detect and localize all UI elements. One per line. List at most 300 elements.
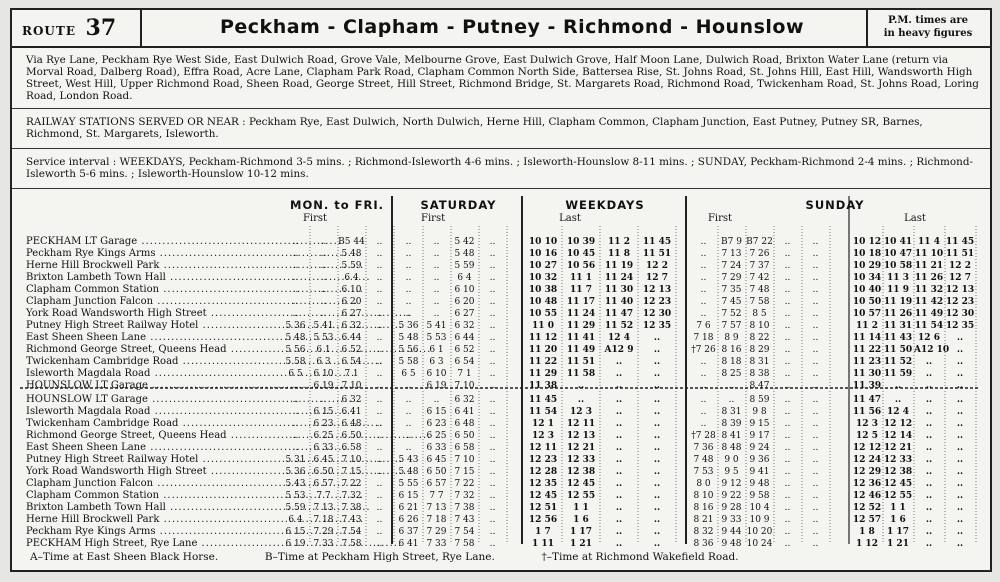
time-cell-inbound: 6 48	[454, 419, 475, 429]
time-cell-inbound: 11 45	[528, 395, 558, 405]
time-cell-inbound: 8 59	[749, 395, 770, 405]
time-cell-inbound: 6 23	[313, 419, 334, 429]
time-cell-inbound: 12 55	[566, 491, 596, 501]
time-cell-inbound: ..	[653, 395, 661, 405]
service-interval: Service interval : WEEKDAYS, Peckham-Richmond 3-5 mins. ; Richmond-Isleworth 4-6 mins. ; Isleworth-Hounslow 8-11 mins. ; SUNDAY, Peckham-Richmond 2-4 mins. ; Richmond-Isleworth 5-6 mins. ; Isleworth-Hounslow 10-12 mins.	[26, 156, 973, 180]
time-cell-inbound: 6 25	[313, 431, 334, 441]
time-cell-outbound: ..	[433, 309, 440, 319]
time-cell-outbound: 7 1	[344, 369, 359, 379]
time-cell-inbound: 9 28	[721, 503, 742, 513]
time-cell-outbound: 11 10	[914, 249, 944, 259]
time-cell-inbound: ..	[925, 455, 933, 465]
time-cell-inbound: 8 39	[721, 419, 742, 429]
time-cell-inbound: ..	[956, 515, 964, 525]
time-cell-inbound: 7 29	[313, 527, 334, 537]
time-cell-inbound: 12 5	[856, 431, 878, 441]
time-cell-outbound: 10 39	[566, 237, 596, 247]
route-value: 37	[85, 15, 117, 41]
time-cell-outbound: 12 23	[945, 297, 975, 307]
time-cell-inbound: ..	[292, 419, 299, 429]
time-cell-outbound: 11 22	[852, 345, 882, 355]
time-cell-inbound: ..	[784, 419, 791, 429]
time-cell-inbound: 6 41	[398, 539, 419, 549]
time-cell-outbound: ..	[700, 297, 707, 307]
time-cell-inbound: ..	[615, 527, 623, 537]
time-cell-outbound: ..	[784, 357, 791, 367]
time-cell-outbound: 11 29	[566, 321, 596, 331]
time-cell-inbound: 6 45	[313, 455, 334, 465]
time-cell-outbound: ..	[489, 345, 496, 355]
stop-name-outbound: Peckham Rye Kings Arms .....	[26, 248, 281, 260]
time-cell-inbound: 6 15	[285, 527, 306, 537]
time-cell-inbound: 6 50	[426, 467, 447, 477]
time-cell-inbound: 12 14	[883, 431, 913, 441]
time-cell-inbound: ..	[376, 395, 383, 405]
time-cell-outbound: 6 20	[341, 297, 362, 307]
time-cell-outbound: ..	[320, 237, 327, 247]
time-cell-outbound: 11 26	[883, 309, 913, 319]
time-cell-outbound: ..	[700, 309, 707, 319]
time-cell-inbound: ..	[376, 539, 383, 549]
stop-name-inbound: Isleworth Magdala Road .....	[26, 406, 281, 418]
time-cell-inbound: ..	[784, 539, 791, 549]
time-cell-outbound: 11 21	[914, 261, 944, 271]
header-bar	[12, 10, 990, 48]
stop-name-inbound: Clapham Junction Falcon .....	[26, 478, 281, 490]
time-cell-outbound: 11 42	[914, 297, 944, 307]
column-heading-sunday: SUNDAY	[805, 198, 865, 212]
time-cell-outbound: ..	[894, 381, 902, 391]
time-cell-inbound: ..	[320, 395, 327, 405]
time-cell-outbound: ..	[812, 261, 819, 271]
time-cell-inbound: ..	[812, 419, 819, 429]
time-cell-inbound: 7 38	[454, 503, 475, 513]
time-cell-outbound: 11 9	[887, 285, 909, 295]
time-cell-inbound: ..	[405, 407, 412, 417]
time-cell-inbound: 10 9	[749, 515, 770, 525]
time-cell-outbound: 10 56	[566, 261, 596, 271]
time-cell-outbound: ..	[700, 357, 707, 367]
time-cell-inbound: 12 45	[883, 479, 913, 489]
time-cell-outbound: ..	[405, 237, 412, 247]
time-cell-outbound: 7 26	[749, 249, 770, 259]
time-cell-outbound: 11 51	[945, 249, 975, 259]
time-cell-inbound: 9 41	[749, 467, 770, 477]
time-cell-outbound: 12 30	[642, 309, 672, 319]
time-cell-outbound: 7 1	[457, 369, 472, 379]
time-cell-inbound: 9 33	[721, 515, 742, 525]
time-cell-outbound: 11 52	[883, 357, 913, 367]
stop-name-outbound: Isleworth Magdala Road .....	[26, 368, 281, 380]
time-cell-inbound: 6 15	[313, 407, 334, 417]
time-cell-outbound: ..	[784, 273, 791, 283]
time-cell-outbound: 6 20	[454, 297, 475, 307]
time-cell-outbound: 7 58	[749, 297, 770, 307]
time-cell-outbound: ..	[405, 309, 412, 319]
time-cell-inbound: ..	[292, 443, 299, 453]
time-cell-inbound: 8 36	[693, 539, 714, 549]
time-cell-inbound: 8 31	[721, 407, 742, 417]
time-cell-inbound: ..	[925, 479, 933, 489]
time-cell-outbound: ..	[489, 369, 496, 379]
time-cell-inbound: ..	[376, 419, 383, 429]
time-cell-inbound: ..	[784, 443, 791, 453]
time-cell-inbound: ..	[784, 491, 791, 501]
time-cell-inbound: ..	[615, 443, 623, 453]
column-subheading-weekdays: Last	[559, 213, 581, 224]
time-cell-inbound: 8 0	[696, 479, 711, 489]
route-title: Peckham - Clapham - Putney - Richmond - Hounslow	[219, 16, 805, 38]
time-cell-inbound: ..	[489, 539, 496, 549]
time-cell-inbound: 7 36	[693, 443, 714, 453]
time-cell-inbound: 12 55	[883, 491, 913, 501]
time-cell-inbound: ..	[784, 455, 791, 465]
time-cell-inbound: ..	[956, 395, 964, 405]
column-heading-weekdays: WEEKDAYS	[565, 198, 645, 212]
time-cell-inbound: ..	[812, 407, 819, 417]
time-cell-outbound: 11 50	[883, 345, 913, 355]
column-subheading-sunday-last: Last	[904, 213, 926, 224]
time-cell-inbound: ..	[489, 431, 496, 441]
time-cell-inbound: 1 8	[859, 527, 875, 537]
time-cell-outbound: ..	[433, 297, 440, 307]
time-cell-inbound: ..	[489, 443, 496, 453]
time-cell-outbound: 11 2	[608, 237, 630, 247]
time-cell-outbound: ..	[376, 345, 383, 355]
time-cell-outbound: 11 45	[642, 237, 672, 247]
time-cell-inbound: ..	[577, 395, 585, 405]
time-cell-inbound: ..	[784, 527, 791, 537]
time-cell-outbound: ..	[489, 333, 496, 343]
time-cell-inbound: 6 58	[454, 443, 475, 453]
time-cell-inbound: 12 45	[566, 479, 596, 489]
time-cell-inbound: ..	[925, 491, 933, 501]
header-divider	[866, 10, 868, 46]
time-cell-inbound: 6 50	[454, 431, 475, 441]
time-cell-inbound: 1 7	[535, 527, 551, 537]
time-cell-inbound: ..	[489, 479, 496, 489]
time-cell-outbound: 8 9	[724, 333, 739, 343]
time-cell-inbound: 7 38	[341, 503, 362, 513]
time-cell-inbound: 12 13	[566, 431, 596, 441]
time-cell-inbound: 7 10	[454, 455, 475, 465]
time-cell-inbound: 9 58	[749, 491, 770, 501]
time-cell-outbound: ..	[405, 273, 412, 283]
time-cell-outbound: ..	[812, 237, 819, 247]
time-cell-inbound: ..	[956, 527, 964, 537]
time-cell-inbound: ..	[292, 395, 299, 405]
time-cell-inbound: ..	[653, 527, 661, 537]
time-cell-inbound: 5 43	[285, 479, 306, 489]
time-cell-outbound: ..	[653, 369, 661, 379]
time-cell-outbound: ..	[405, 261, 412, 271]
time-cell-inbound: 6 33	[313, 443, 334, 453]
time-cell-inbound: 12 3	[532, 431, 554, 441]
time-cell-outbound: ..	[489, 249, 496, 259]
time-cell-outbound: 11 20	[528, 345, 558, 355]
time-cell-inbound: 12 12	[883, 419, 913, 429]
time-cell-outbound: ..	[812, 357, 819, 367]
time-cell-outbound: ..	[433, 261, 440, 271]
time-cell-inbound: ..	[292, 407, 299, 417]
time-cell-outbound: 8 16	[721, 345, 742, 355]
time-cell-inbound: ..	[653, 515, 661, 525]
time-cell-outbound: ..	[376, 333, 383, 343]
time-cell-outbound: ..	[812, 333, 819, 343]
time-cell-inbound: 12 33	[566, 455, 596, 465]
time-cell-inbound: ..	[956, 407, 964, 417]
time-cell-inbound: ..	[812, 503, 819, 513]
time-cell-inbound: ..	[956, 443, 964, 453]
stop-name-outbound: Twickenham Cambridge Road .....	[26, 356, 281, 368]
time-cell-inbound: 12 52	[852, 503, 882, 513]
time-cell-inbound: 6 57	[426, 479, 447, 489]
time-cell-inbound: ..	[956, 503, 964, 513]
time-cell-outbound: 11 49	[914, 309, 944, 319]
time-cell-outbound: 6 1	[429, 345, 444, 355]
time-cell-inbound: 11 54	[528, 407, 558, 417]
footnote-b: B–Time at Peckham High Street, Rye Lane.	[264, 551, 495, 563]
time-cell-outbound: 10 34	[852, 273, 882, 283]
time-cell-outbound: 7 52	[721, 309, 742, 319]
time-cell-outbound: 8 31	[749, 357, 770, 367]
time-cell-outbound: 7 10	[454, 381, 475, 391]
time-cell-inbound: 10 4	[749, 503, 770, 513]
time-cell-inbound: 6 32	[341, 395, 362, 405]
time-cell-inbound: ..	[376, 527, 383, 537]
time-cell-outbound: B7 9	[721, 237, 742, 247]
time-cell-outbound: ..	[653, 333, 661, 343]
time-cell-outbound: 7 24	[721, 261, 742, 271]
time-cell-inbound: 7 18	[313, 515, 334, 525]
time-cell-outbound: 11 24	[566, 309, 596, 319]
time-cell-outbound: ..	[784, 381, 791, 391]
time-cell-outbound: ..	[956, 369, 964, 379]
time-cell-outbound: 11 51	[642, 249, 672, 259]
time-cell-inbound: 1 21	[570, 539, 592, 549]
time-cell-inbound: 12 56	[528, 515, 558, 525]
time-cell-inbound: 6 33	[426, 443, 447, 453]
time-cell-outbound: 12 35	[642, 321, 672, 331]
stop-name-outbound: Putney High Street Railway Hotel .....	[26, 320, 281, 332]
time-cell-inbound: ..	[376, 503, 383, 513]
time-cell-outbound: 10 10	[528, 237, 558, 247]
time-cell-outbound: ..	[489, 285, 496, 295]
time-cell-inbound: ..	[489, 515, 496, 525]
time-cell-outbound: 5 59	[454, 261, 475, 271]
time-cell-outbound: 6 4	[457, 273, 472, 283]
time-cell-inbound: 5 55	[398, 479, 419, 489]
time-cell-inbound: 11 47	[852, 395, 882, 405]
time-cell-inbound: ..	[812, 467, 819, 477]
stop-name-outbound: Clapham Common Station .....	[26, 284, 281, 296]
time-cell-inbound: 6 37	[398, 527, 419, 537]
time-cell-outbound: 10 38	[528, 285, 558, 295]
time-cell-inbound: ..	[489, 491, 496, 501]
time-cell-inbound: ..	[376, 407, 383, 417]
time-cell-inbound: 9 8	[752, 407, 767, 417]
railway-stations: RAILWAY STATIONS SERVED OR NEAR : Peckham Rye, East Dulwich, North Dulwich, Herne Hill, Clapham Common, Clapham Junction, East Putney, Putney SR, Barnes, Richmond, St. Margarets, Isleworth.	[26, 116, 923, 140]
time-cell-inbound: ..	[925, 467, 933, 477]
time-cell-outbound: ..	[292, 237, 299, 247]
time-cell-outbound: 11 32	[914, 285, 944, 295]
time-cell-inbound: ..	[405, 431, 412, 441]
time-cell-inbound: ..	[376, 479, 383, 489]
time-cell-inbound: ..	[489, 455, 496, 465]
time-cell-inbound: ..	[925, 443, 933, 453]
time-cell-outbound: 5 36	[285, 321, 306, 331]
time-cell-inbound: 7 29	[426, 527, 447, 537]
time-cell-inbound: ..	[784, 479, 791, 489]
time-cell-outbound: ..	[812, 321, 819, 331]
time-cell-outbound: ..	[376, 285, 383, 295]
stop-name-outbound: East Sheen Sheen Lane .....	[26, 332, 281, 344]
time-cell-inbound: 9 12	[721, 479, 742, 489]
time-cell-inbound: ..	[615, 539, 623, 549]
time-cell-inbound: 12 38	[883, 467, 913, 477]
column-heading-mon-fri: MON. to FRI.	[290, 198, 384, 212]
time-cell-inbound: ..	[925, 431, 933, 441]
time-cell-inbound: ..	[489, 503, 496, 513]
time-cell-outbound: 12 23	[642, 297, 672, 307]
time-cell-inbound: 6 50	[341, 431, 362, 441]
time-cell-outbound: 11 24	[604, 273, 634, 283]
time-cell-outbound: 10 50	[852, 297, 882, 307]
time-cell-outbound: 5 58	[285, 357, 306, 367]
time-cell-inbound: ..	[376, 467, 383, 477]
time-cell-outbound: 11 12	[528, 333, 558, 343]
time-cell-outbound: 5 53	[313, 333, 334, 343]
time-cell-outbound: ..	[433, 249, 440, 259]
time-cell-outbound: ..	[376, 273, 383, 283]
time-cell-outbound: 11 43	[883, 333, 913, 343]
time-cell-outbound: 6 10	[313, 369, 334, 379]
stop-name-outbound: Richmond George Street, Queens Head .....	[26, 344, 281, 356]
time-cell-outbound: 6 44	[454, 333, 475, 343]
time-cell-outbound: 11 40	[604, 297, 634, 307]
time-cell-outbound: ..	[653, 381, 661, 391]
time-cell-inbound: ..	[812, 455, 819, 465]
time-cell-outbound: ..	[320, 285, 327, 295]
time-cell-outbound: ..	[812, 381, 819, 391]
time-cell-outbound: 12 13	[642, 285, 672, 295]
time-cell-inbound: ..	[615, 467, 623, 477]
time-cell-inbound: 5 53	[285, 491, 306, 501]
time-cell-inbound: 1 11	[532, 539, 554, 549]
time-cell-outbound: 6 32	[454, 321, 475, 331]
time-cell-inbound: 5 48	[398, 467, 419, 477]
time-cell-inbound: 6 50	[313, 467, 334, 477]
time-cell-outbound: ..	[784, 297, 791, 307]
time-cell-inbound: 9 36	[749, 455, 770, 465]
stop-name-inbound: Brixton Lambeth Town Hall .....	[26, 502, 281, 514]
time-cell-outbound: 5 36	[398, 321, 419, 331]
time-cell-inbound: ..	[653, 503, 661, 513]
time-cell-outbound: ..	[292, 273, 299, 283]
time-cell-inbound: ..	[615, 419, 623, 429]
time-cell-outbound: 12 2	[949, 261, 971, 271]
time-cell-outbound: 12 6	[918, 333, 940, 343]
header-divider	[140, 10, 142, 46]
time-cell-inbound: 12 23	[528, 455, 558, 465]
time-cell-inbound: ..	[784, 515, 791, 525]
time-cell-inbound: 7 53	[693, 467, 714, 477]
time-cell-inbound: 9 44	[721, 527, 742, 537]
time-cell-outbound: 7 42	[749, 273, 770, 283]
time-cell-inbound: 5 36	[285, 467, 306, 477]
time-cell-inbound: ..	[653, 539, 661, 549]
time-cell-inbound: 1 1	[890, 503, 906, 513]
time-cell-outbound: B7 22	[746, 237, 773, 247]
time-cell-outbound: 8 10	[749, 321, 770, 331]
time-cell-outbound: B5 44	[338, 237, 365, 247]
time-cell-outbound: ..	[433, 285, 440, 295]
time-cell-inbound: ..	[489, 419, 496, 429]
time-cell-inbound: 6 57	[313, 479, 334, 489]
time-cell-inbound: 7 13	[426, 503, 447, 513]
time-cell-outbound: ..	[615, 357, 623, 367]
time-cell-outbound: 11 0	[532, 321, 554, 331]
time-cell-outbound: 11 4	[918, 237, 940, 247]
stop-name-outbound: Brixton Lambeth Town Hall .....	[26, 272, 281, 284]
time-cell-inbound: ..	[925, 407, 933, 417]
time-cell-inbound: ..	[653, 479, 661, 489]
time-cell-outbound: 5 53	[426, 333, 447, 343]
time-cell-inbound: 7 10	[341, 455, 362, 465]
time-cell-inbound: 12 21	[883, 443, 913, 453]
time-cell-outbound: 6 3	[429, 357, 444, 367]
time-cell-inbound: ..	[956, 467, 964, 477]
time-cell-outbound: 10 41	[883, 237, 913, 247]
time-cell-outbound: 12 7	[646, 273, 668, 283]
time-cell-outbound: 7 35	[721, 285, 742, 295]
time-cell-outbound: ..	[376, 357, 383, 367]
time-cell-inbound: ..	[489, 407, 496, 417]
time-cell-outbound: †7 26	[691, 345, 716, 355]
time-cell-inbound: ..	[376, 515, 383, 525]
time-cell-inbound: ..	[433, 395, 440, 405]
time-cell-inbound: 12 38	[566, 467, 596, 477]
time-cell-outbound: ..	[700, 261, 707, 271]
time-cell-outbound: ..	[489, 297, 496, 307]
time-cell-inbound: ..	[653, 443, 661, 453]
time-cell-outbound: 11 22	[528, 357, 558, 367]
time-cell-outbound: ..	[292, 309, 299, 319]
time-cell-outbound: ..	[376, 369, 383, 379]
time-cell-outbound: 12 2	[646, 261, 668, 271]
time-cell-inbound: ..	[812, 539, 819, 549]
time-cell-outbound: 6 19	[313, 381, 334, 391]
time-cell-inbound: ..	[956, 455, 964, 465]
time-cell-inbound: ..	[956, 419, 964, 429]
time-cell-outbound: ..	[784, 345, 791, 355]
time-cell-outbound: ..	[405, 285, 412, 295]
time-cell-outbound: 6 19	[426, 381, 447, 391]
time-cell-outbound: 5 48	[285, 333, 306, 343]
time-cell-inbound: ..	[700, 419, 707, 429]
time-cell-outbound: ..	[956, 381, 964, 391]
time-cell-inbound: ..	[405, 443, 412, 453]
column-subheading-mon-fri: First	[302, 213, 328, 224]
time-cell-inbound: ..	[489, 395, 496, 405]
time-cell-outbound: ..	[320, 249, 327, 259]
time-cell-outbound: 11 14	[852, 333, 882, 343]
time-cell-inbound: 7 22	[341, 479, 362, 489]
time-cell-outbound: 11 52	[604, 321, 634, 331]
time-cell-outbound: 6 27	[341, 309, 362, 319]
time-cell-outbound: ..	[489, 357, 496, 367]
time-cell-outbound: ..	[812, 345, 819, 355]
